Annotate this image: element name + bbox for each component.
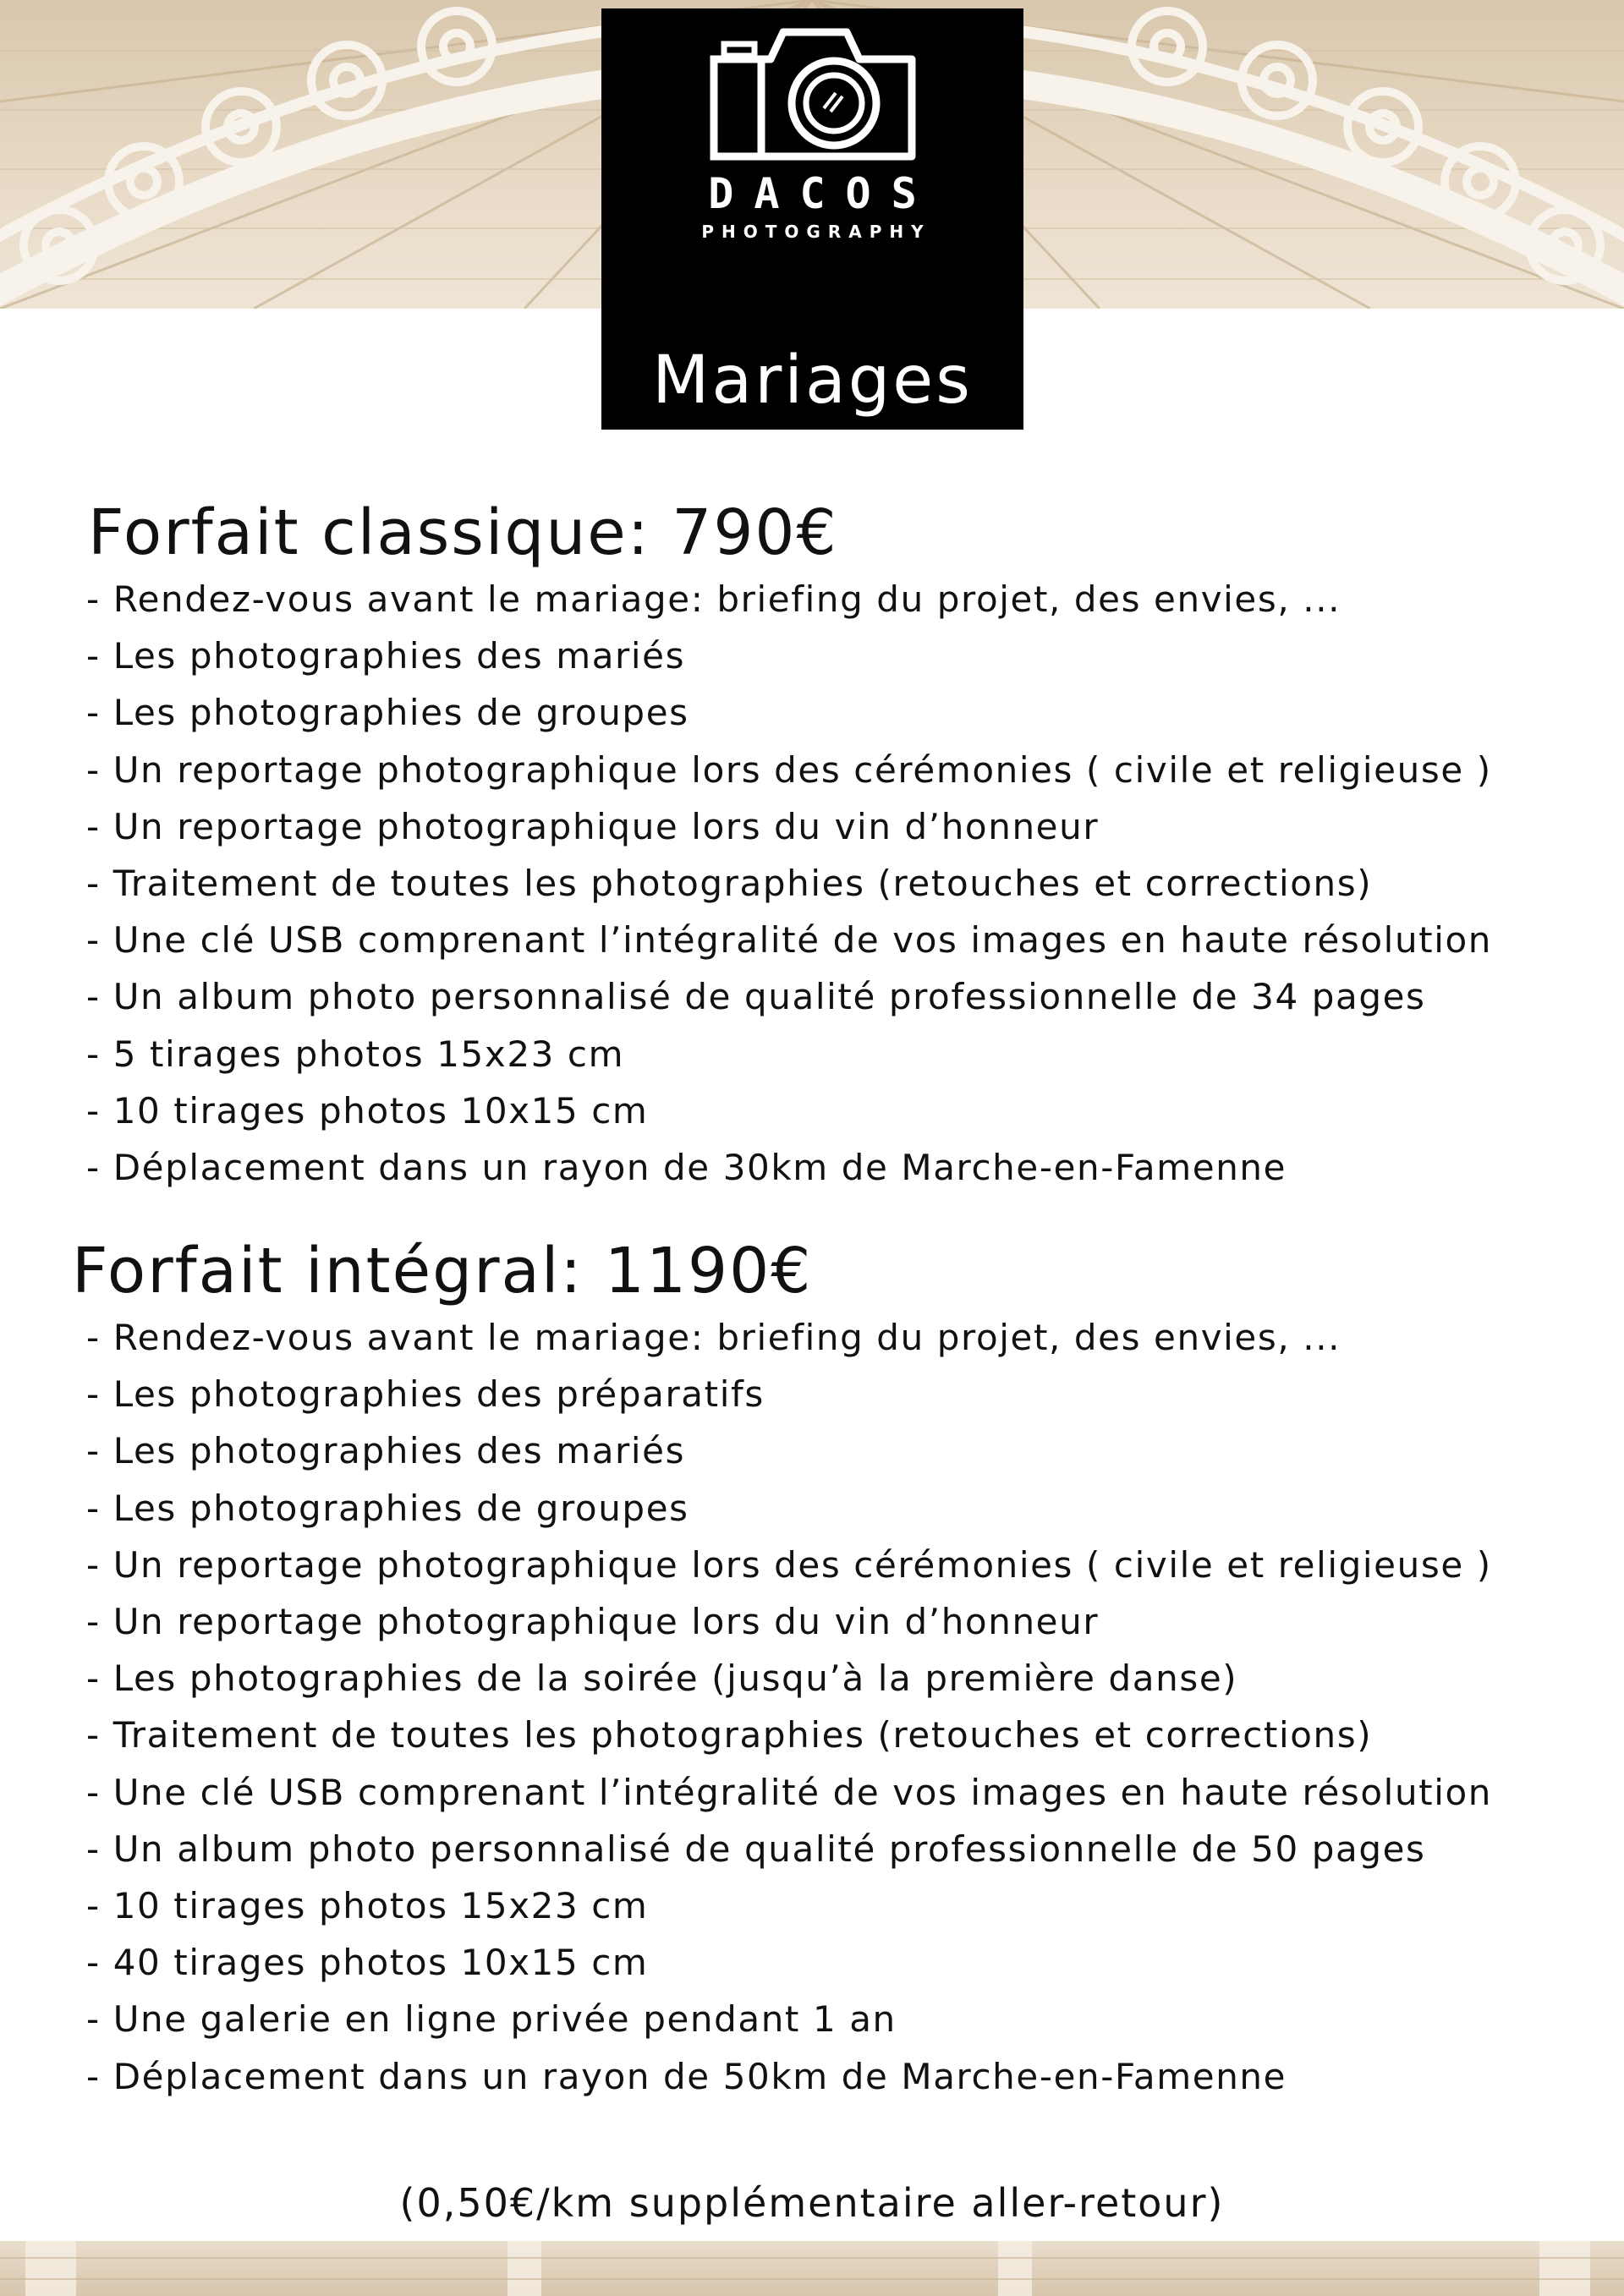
list-item: - Rendez-vous avant le mariage: briefing du projet, des envies, ... — [86, 1317, 1341, 1358]
list-item: - Un reportage photographique lors des cérémonies ( civile et religieuse ) — [86, 1543, 1492, 1586]
list-item: - Les photographies de groupes — [86, 692, 689, 734]
footer-photo-band — [0, 2241, 1624, 2296]
list-item: - Les photographies de groupes — [86, 1487, 689, 1529]
brand-logo-panel — [601, 8, 1023, 430]
list-item: - Déplacement dans un rayon de 50km de Marche-en-Famenne — [86, 2055, 1287, 2097]
list-item: - 40 tirages photos 10x15 cm — [86, 1942, 649, 1984]
list-item: - Les photographies des mariés — [86, 1430, 686, 1472]
brand-tagline: PHOTOGRAPHY — [701, 222, 931, 242]
list-item: - 5 tirages photos 15x23 cm — [86, 1033, 625, 1075]
list-item: - Une galerie en ligne privée pendant 1 an — [86, 1998, 897, 2041]
brand-name: DACOS — [708, 169, 937, 218]
list-item: - Traitement de toutes les photographies (retouches et corrections) — [86, 863, 1373, 905]
list-item: - Déplacement dans un rayon de 30km de Marche-en-Famenne — [86, 1147, 1287, 1189]
list-item: - Les photographies des préparatifs — [86, 1373, 765, 1416]
list-item: - Les photographies des mariés — [86, 635, 686, 677]
list-item: - 10 tirages photos 15x23 cm — [86, 1885, 649, 1927]
list-item: - Un album photo personnalisé de qualité professionnelle de 34 pages — [86, 976, 1426, 1018]
package-features — [86, 571, 1492, 1196]
list-item: - Rendez-vous avant le mariage: briefing du projet, des envies, ... — [86, 578, 1341, 620]
package-title: Forfait intégral: 1190€ — [72, 1235, 813, 1307]
package-classic — [0, 495, 1492, 1196]
gazebo-pillars-image — [0, 2241, 1624, 2296]
list-item: - Traitement de toutes les photographies (retouches et corrections) — [86, 1714, 1373, 1756]
list-item: - Un reportage photographique lors du vin d’honneur — [86, 805, 1100, 847]
list-item: - Une clé USB comprenant l’intégralité de vos images en haute résolution — [86, 1771, 1493, 1813]
page-title: Mariages — [652, 342, 973, 419]
list-item: - 10 tirages photos 10x15 cm — [86, 1089, 649, 1132]
camera-icon — [707, 25, 919, 165]
list-item: - Un reportage photographique lors du vin d’honneur — [86, 1601, 1100, 1643]
list-item: - Un reportage photographique lors des cérémonies ( civile et religieuse ) — [86, 748, 1492, 791]
package-features — [86, 1309, 1492, 2105]
package-integral — [0, 1233, 1492, 2105]
package-title: Forfait classique: 790€ — [88, 496, 838, 569]
travel-fee-note: (0,50€/km supplémentaire aller-retour) — [399, 2180, 1225, 2226]
list-item: - Une clé USB comprenant l’intégralité de vos images en haute résolution — [86, 919, 1493, 962]
list-item: - Un album photo personnalisé de qualité professionnelle de 50 pages — [86, 1827, 1426, 1870]
list-item: - Les photographies de la soirée (jusqu’à la première danse) — [86, 1658, 1238, 1700]
